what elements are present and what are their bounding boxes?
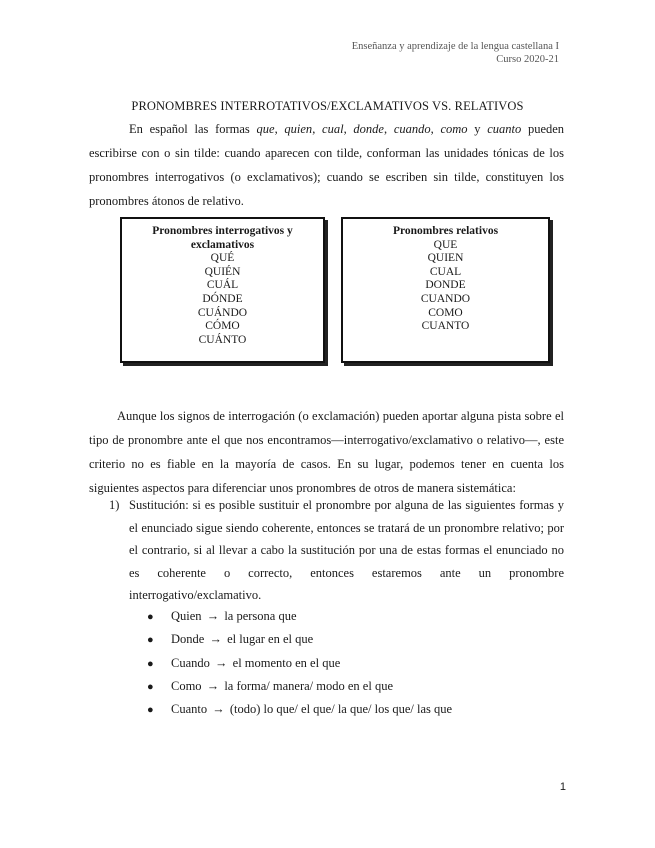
running-header: [352, 40, 559, 66]
intro-form: como: [440, 122, 468, 136]
relative-pronouns-box: [341, 217, 550, 363]
relative-list: [343, 239, 548, 334]
pronoun-item: CUANTO: [421, 320, 470, 333]
intro-lead: En español las formas: [129, 122, 257, 136]
page-title: PRONOMBRES INTERROTATIVOS/EXCLAMATIVOS VS. RELATIVOS: [131, 99, 524, 113]
pronoun-item: CUÁL: [206, 279, 239, 292]
page-number: 1: [559, 781, 566, 793]
bullet-icon: ●: [147, 657, 154, 670]
pronoun-term: Cuanto: [171, 702, 208, 717]
substitution: el momento en el que: [232, 655, 341, 670]
list-item: [147, 628, 452, 651]
substitution: el lugar en el que: [227, 632, 314, 647]
pronoun-item: CUÁNTO: [198, 333, 247, 346]
pronoun-term: Cuando: [171, 655, 210, 670]
list-item: [147, 652, 452, 675]
pronoun-term: Donde: [171, 632, 205, 647]
arrow-right-icon: →: [215, 655, 228, 670]
numbered-item-substitution: [109, 494, 564, 607]
arrow-right-icon: →: [212, 702, 225, 717]
intro-form: que: [256, 122, 275, 136]
list-item: [147, 605, 452, 628]
pronoun-item: CÓMO: [205, 320, 240, 333]
arrow-right-icon: →: [206, 609, 220, 623]
pronoun-item: QUIÉN: [204, 265, 241, 278]
interrogative-pronouns-box: [120, 217, 325, 363]
pronoun-item: COMO: [428, 306, 463, 319]
substitution: (todo) lo que/ el que/ la que/ los que/ las que: [229, 702, 453, 717]
header-year: Curso 2020-21: [496, 54, 559, 65]
interrogative-list: [122, 252, 323, 347]
substitution-text: Sustitución: si es posible sustituir el pronombre por alguna de las siguientes formas y el enunciado sigue siendo coherente, entonces se tratará de un pronombre relativo; por el contrario, si al llevar a cabo la sustitución por una de estas formas el enunciado no es coherente o correcto, entonces estaremos ante un pronombre interrogativo/exclamativo.: [129, 498, 564, 602]
arrow-right-icon: →: [209, 632, 222, 647]
intro-form: cuando: [393, 122, 431, 136]
list-item: [147, 698, 452, 721]
pronoun-item: QUÉ: [210, 252, 235, 265]
arrow-right-icon: →: [206, 678, 220, 693]
intro-form: cual: [322, 122, 344, 136]
pronoun-item: CUÁNDO: [197, 306, 248, 319]
substitution: la forma/ manera/ modo en el que: [224, 678, 393, 693]
interrogative-box-title: Pronombres interrogativos y exclamativos: [152, 225, 293, 251]
intro-paragraph: En español las formas que, quien, cual, donde, cuando, como y cuanto pueden escribirse con o sin tilde: cuando aparecen con tilde, conforman las unidades tónicas de los pronombres interrogativos (o exclamativos); cuando se escriben sin tilde, constituyen los pronombres átonos de relativo.: [89, 122, 565, 208]
criteria-paragraph: Aunque los signos de interrogación (o exclamación) pueden aportar alguna pista sobre el tipo de pronombre ante el que nos encontramos—interrogativo/exclamativo o relativo—, este criterio no es fiable en la mayoría de casos. En su lugar, podemos tener en cuenta los siguientes aspectos para diferenciar unos pronombres de otros de manera sistemática:: [89, 409, 564, 495]
pronoun-term: Quien: [171, 609, 202, 623]
intro-form: donde: [353, 122, 384, 136]
pronoun-item: QUE: [433, 238, 458, 251]
pronoun-item: DÓNDE: [202, 292, 243, 305]
bullet-icon: ●: [147, 611, 154, 623]
intro-form: quien: [284, 122, 313, 136]
intro-rest: pueden escribirse con o sin tilde: cuando aparecen con tilde, conforman las unidades tónicas de los pronombres interrogativos (o exclamativos); cuando se escriben sin tilde, constituyen los pronombres átonos de relativo.: [89, 122, 565, 208]
substitution: la persona que: [224, 609, 297, 623]
header-course: Enseñanza y aprendizaje de la lengua castellana I: [351, 41, 559, 52]
relative-box-title: Pronombres relativos: [392, 225, 499, 237]
pronoun-item: CUAL: [429, 265, 462, 278]
pronoun-item: DONDE: [425, 279, 466, 292]
substitution-list: [147, 605, 452, 721]
pronoun-term: Como: [171, 678, 202, 693]
bullet-icon: ●: [147, 680, 154, 693]
list-item: [147, 675, 452, 698]
bullet-icon: ●: [147, 704, 154, 717]
pronoun-item: CUANDO: [420, 292, 471, 305]
intro-form: cuanto: [487, 122, 522, 136]
pronoun-item: QUIEN: [427, 252, 464, 265]
list-number: 1): [109, 498, 120, 512]
bullet-icon: ●: [147, 634, 154, 647]
